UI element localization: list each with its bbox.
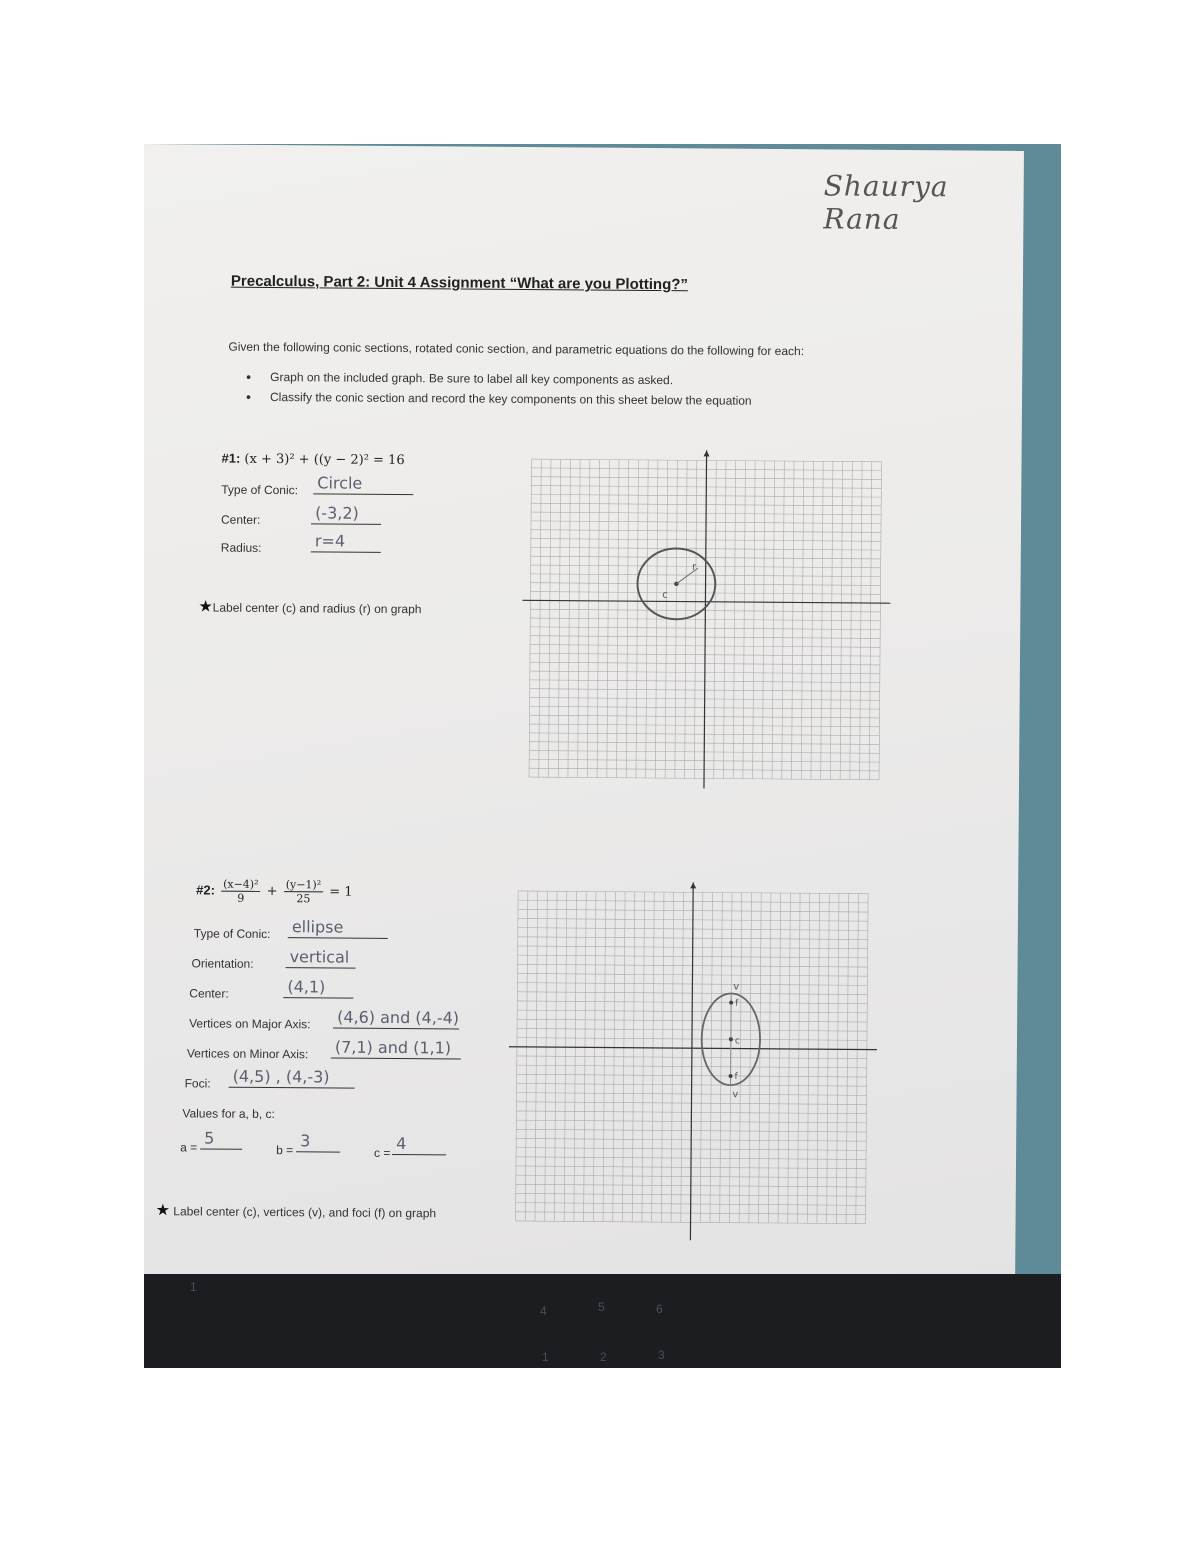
keyboard-key: 6: [656, 1302, 663, 1316]
focus-point: [729, 1001, 733, 1005]
focus-label: f: [735, 998, 739, 1009]
orientation-answer: vertical: [286, 947, 356, 969]
fraction-y: [284, 878, 324, 905]
b-answer: 3: [296, 1131, 340, 1152]
a-answer: 5: [200, 1128, 242, 1149]
list-item: • Graph on the included graph. Be sure to label all key components as asked.: [246, 370, 752, 388]
list-item: • Classify the conic section and record the key components on this sheet below the equation: [246, 390, 752, 408]
star-icon: ★: [198, 598, 213, 616]
page-title: Precalculus, Part 2: Unit 4 Assignment “What are you Plotting?”: [230, 272, 689, 294]
center-label: c: [734, 1036, 740, 1047]
minor-vertices-label: Vertices on Minor Axis:: [186, 1046, 309, 1062]
document-photo: [144, 144, 1061, 1368]
radius-label: r: [692, 561, 697, 573]
x-axis: [522, 600, 891, 603]
problem-1-note: [198, 596, 421, 618]
y-axis-arrow-icon: [704, 450, 710, 456]
radius-label: Radius:: [220, 540, 262, 555]
star-icon: ★: [155, 1202, 171, 1220]
foci-answer: (4,5) , (4,-3): [229, 1067, 355, 1089]
minor-vertices-answer: (7,1) and (1,1): [331, 1037, 461, 1059]
c-label: c =: [374, 1145, 391, 1160]
fraction-numerator: (y−1)²: [284, 878, 324, 892]
vertex-label: v: [733, 981, 740, 993]
keyboard-key: 2: [600, 1350, 607, 1364]
problem-1-equation: [221, 451, 404, 468]
a-label: a =: [180, 1140, 198, 1155]
center-label: Center:: [220, 512, 261, 527]
note-text: Label center (c) and radius (r) on graph: [212, 600, 422, 617]
fraction-denominator: 9: [237, 891, 245, 905]
coordinate-grid-1: [519, 447, 892, 790]
fraction-denominator: 25: [296, 892, 311, 906]
keyboard-key: 3: [658, 1348, 665, 1362]
student-signature: Shaurya Rana: [823, 169, 949, 236]
type-answer: Circle: [313, 473, 413, 495]
note-text: Label center (c), vertices (v), and foci (f) on graph: [173, 1204, 437, 1221]
equation-rhs: = 1: [329, 884, 353, 900]
y-axis: [690, 882, 693, 1240]
orientation-label: Orientation:: [191, 956, 254, 971]
x-axis: [509, 1047, 878, 1050]
focus-label: f: [734, 1072, 738, 1083]
worksheet-page: [144, 144, 1024, 1291]
equation-text: (x + 3)² + ((y − 2)² = 16: [244, 451, 405, 469]
problem-1-number: #1:: [221, 450, 241, 466]
type-answer: ellipse: [288, 917, 388, 939]
instructions-text: Given the following conic sections, rotated conic section, and parametric equations do the following for each:: [228, 339, 805, 359]
center-answer: (4,1): [283, 977, 353, 999]
major-vertices-answer: (4,6) and (4,-4): [333, 1008, 459, 1030]
problem-2-note: [156, 1200, 437, 1222]
problem-2-number: #2:: [196, 882, 215, 898]
foci-label: Foci:: [184, 1076, 211, 1091]
radius-answer: r=4: [311, 531, 381, 553]
instructions-list: [246, 370, 752, 414]
keyboard-key: 1: [190, 1280, 197, 1294]
major-vertices-label: Vertices on Major Axis:: [189, 1016, 311, 1032]
keyboard-key: 4: [540, 1304, 547, 1318]
keyboard-in-photo: [144, 1274, 1061, 1368]
problem-2-equation: #2: $\frac{\text{(x−4)²}}{9}$ + $\frac{\text{(y−1)²}}{25}$ = 1: [196, 877, 353, 906]
vertex-label: v: [732, 1089, 739, 1101]
c-answer: 4: [392, 1134, 446, 1155]
keyboard-key: 5: [598, 1300, 605, 1314]
b-label: b =: [276, 1143, 294, 1158]
type-label: Type of Conic:: [193, 926, 271, 942]
type-label: Type of Conic:: [221, 482, 299, 498]
fraction-x: [221, 878, 261, 905]
y-axis-arrow-icon: [690, 882, 696, 888]
focus-point: [729, 1074, 733, 1078]
fraction-numerator: (x−4)²: [221, 878, 261, 892]
center-label: c: [662, 589, 668, 601]
coordinate-grid-2: [505, 879, 878, 1242]
center-label: Center:: [189, 986, 229, 1001]
center-answer: (-3,2): [311, 503, 381, 525]
keyboard-key: 1: [542, 1350, 549, 1364]
center-point: [729, 1037, 733, 1041]
abc-values-label: Values for a, b, c:: [182, 1106, 275, 1122]
y-axis: [704, 450, 707, 789]
